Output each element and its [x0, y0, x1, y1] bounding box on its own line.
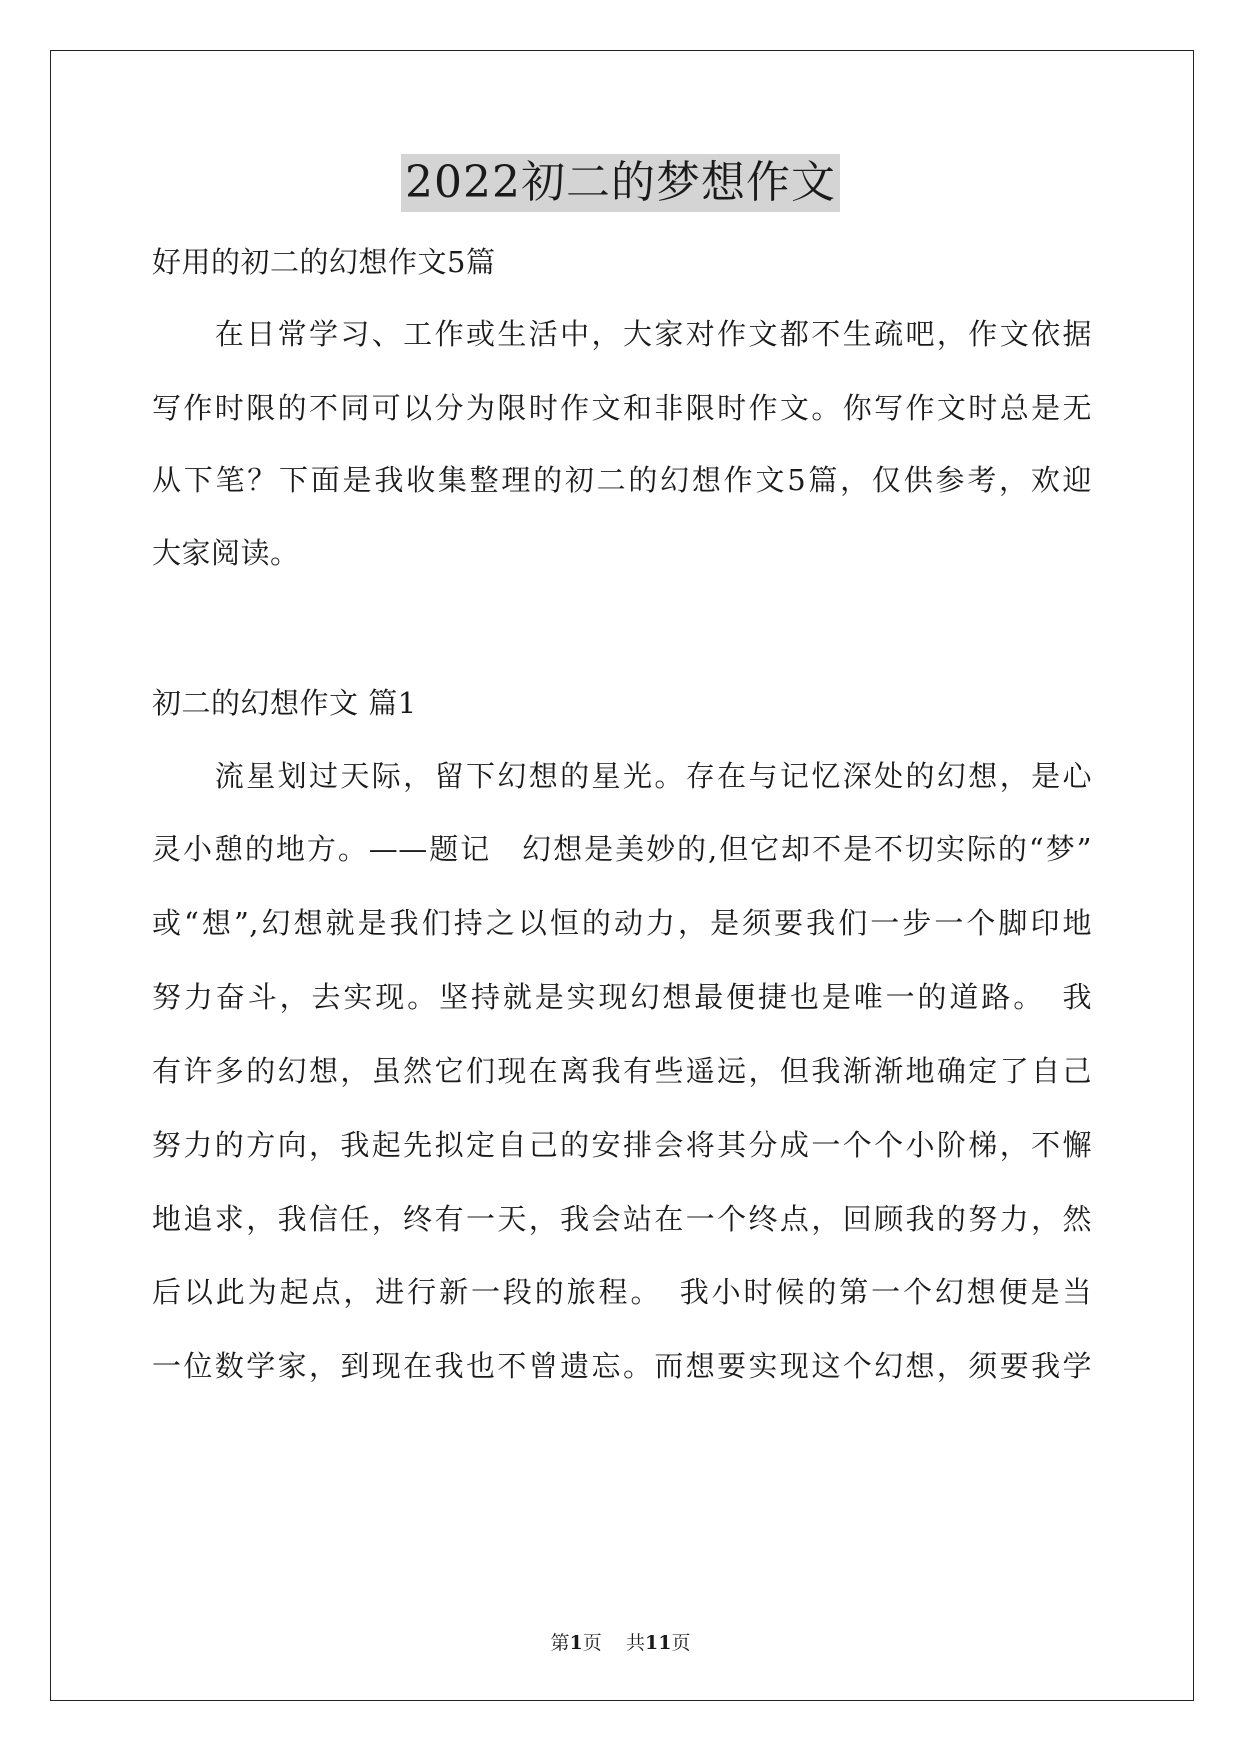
total-prefix: 共 — [625, 1632, 645, 1654]
page-prefix: 第 — [550, 1632, 570, 1654]
title-container — [0, 154, 1241, 212]
intro-line: 在日常学习、工作或生活中，大家对作文都不生疏吧，作文依据 — [152, 317, 1092, 351]
body-line: 或“想”,幻想就是我们持之以恒的动力，是须要我们一步一个脚印地 — [152, 906, 1092, 940]
intro-line: 大家阅读。 — [152, 536, 300, 570]
page-footer — [0, 1631, 1241, 1655]
section-heading: 初二的幻想作文 篇1 — [152, 686, 417, 720]
page-number: 1 — [569, 1632, 583, 1654]
page-border — [50, 50, 1194, 1701]
body-line: 后以此为起点，进行新一段的旅程。 我小时候的第一个幻想便是当 — [152, 1275, 1092, 1309]
total-pages: 11 — [644, 1632, 672, 1654]
document-title: 2022初二的梦想作文 — [401, 154, 840, 212]
body-line: 地追求，我信任，终有一天，我会站在一个终点，回顾我的努力，然 — [152, 1202, 1092, 1236]
body-line: 努力奋斗，去实现。坚持就是实现幻想最便捷也是唯一的道路。 我 — [152, 980, 1092, 1014]
body-line: 一位数学家，到现在我也不曾遗忘。而想要实现这个幻想，须要我学 — [152, 1349, 1092, 1383]
body-line: 努力的方向，我起先拟定自己的安排会将其分成一个个小阶梯，不懈 — [152, 1128, 1092, 1162]
total-suffix: 页 — [671, 1632, 691, 1654]
body-line: 灵小憩的地方。——题记 幻想是美妙的,但它却不是不切实际的“梦” — [152, 832, 1092, 866]
intro-line: 写作时限的不同可以分为限时作文和非限时作文。你写作文时总是无 — [152, 391, 1092, 425]
document-subtitle: 好用的初二的幻想作文5篇 — [152, 245, 496, 279]
body-line: 有许多的幻想，虽然它们现在离我有些遥远，但我渐渐地确定了自己 — [152, 1054, 1092, 1088]
body-line: 流星划过天际，留下幻想的星光。存在与记忆深处的幻想，是心 — [152, 759, 1092, 793]
page-suffix: 页 — [582, 1632, 602, 1654]
intro-line: 从下笔？下面是我收集整理的初二的幻想作文5篇，仅供参考，欢迎 — [152, 463, 1092, 497]
